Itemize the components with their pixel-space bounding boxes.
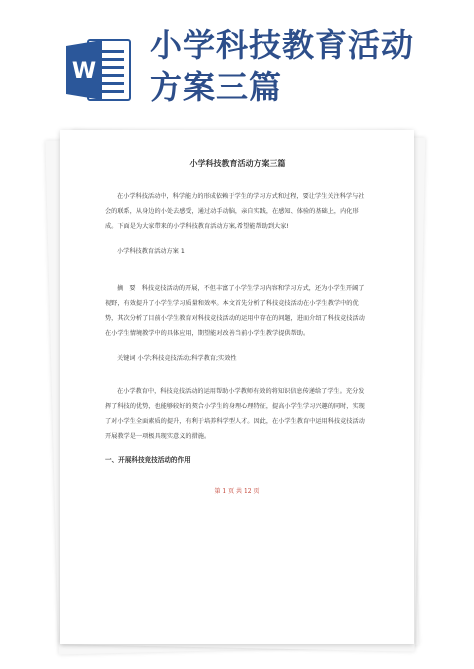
header bbox=[0, 0, 474, 120]
intro-paragraph: 在小学科技活动中，科学能力的形成依赖于学生的学习方式和过程，要让学生关注科学与社会的联系，从身边的小处去感受，通过动手动脑，亲自实践，在感知、体验的基础上，内化形成。下面是为大家带来的小学科技教育活动方案,希望能帮助到大家! bbox=[105, 193, 365, 230]
page-content bbox=[105, 154, 370, 464]
paper-stack bbox=[60, 130, 414, 644]
keywords-line: 关键词 小学;科技竞技活动;科学教育;实效性 bbox=[117, 355, 237, 362]
plan-heading: 小学科技教育活动方案 1 bbox=[117, 248, 185, 255]
abstract-paragraph: 摘 要 科技竞技活动的开展，不但丰富了小学生学习内容和学习方式，还为小学生开阔了视野，有效提升了小学生学习质量和效率。本文首先分析了科技竞技活动在小学生教学中的优势，其次分析了目前小学生教育对科技竞技活动的运用中存在的问题，进而介绍了科技竞技活动在小学生情境教学中的具体应用，期望能对改善当前小学生教学提供帮助。 bbox=[105, 285, 365, 337]
page-number: 第 1 页 共 12 页 bbox=[214, 488, 260, 495]
banner-title-line-2: 方案三篇 bbox=[150, 68, 283, 106]
svg-text:W: W bbox=[71, 59, 97, 84]
document-page bbox=[60, 130, 414, 644]
banner-title-line-1: 小学科技教育活动 bbox=[150, 26, 415, 64]
section-heading: 一、开展科技竞技活动的作用 bbox=[105, 456, 191, 464]
page-title: 小学科技教育活动方案三篇 bbox=[189, 159, 286, 168]
document-banner-title bbox=[150, 24, 470, 108]
word-icon bbox=[66, 38, 132, 102]
body-paragraph: 在小学教育中，科技竞技活动的运用帮助小学教师有效的将知识信息传递给了学生。充分发挥了科技的优势，也能够较好的契合小学生的身理心理特征，提高小学生学习兴趣的同时，实现了对小学生全面素质的提升，有利于培养科学型人才。因此，在小学生教育中运用科技竞技活动开展教学是一项极具现实意义的措施。 bbox=[105, 388, 365, 440]
